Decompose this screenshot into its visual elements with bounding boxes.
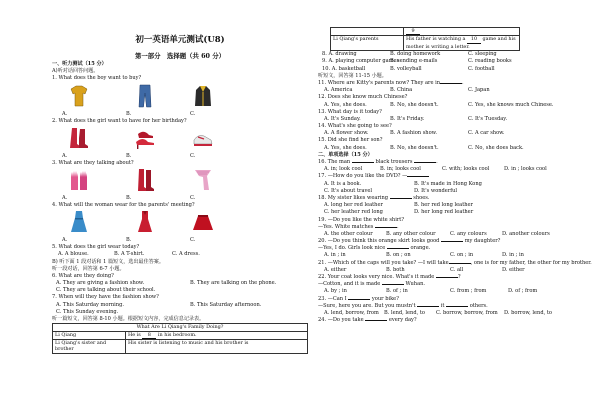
option-c[interactable]: C. It's about travel — [324, 187, 372, 194]
option-a[interactable]: A. in ; in — [324, 252, 346, 259]
option-b[interactable]: B. No, she doesn't. — [390, 144, 439, 151]
option-a[interactable]: A. — [62, 152, 68, 159]
question-17-options-ab — [318, 181, 568, 188]
option-a[interactable]: A. either — [324, 266, 347, 273]
option-c[interactable]: C. This Sunday evening. — [56, 308, 119, 315]
question-21-options — [318, 267, 568, 274]
tshirt-picture — [68, 84, 90, 108]
option-a[interactable]: A. — [62, 237, 68, 244]
option-c[interactable]: C. football — [468, 65, 495, 72]
passage-2-intro: 听短文，回答第 11-15 小题。 — [318, 72, 387, 79]
option-c[interactable]: C. with; looks cool — [442, 166, 490, 173]
option-b[interactable]: B. No, she doesn't. — [390, 101, 439, 108]
question-1: 1. What does the boy want to buy? — [52, 75, 142, 82]
question-10 — [318, 66, 568, 73]
option-d[interactable]: D. another colours — [502, 230, 550, 237]
jeans-picture — [134, 84, 156, 108]
option-b[interactable]: B. any other colour — [386, 230, 436, 237]
gloves-picture — [68, 168, 90, 192]
skirt-picture — [192, 210, 214, 234]
option-a[interactable]: 8. A. drawing — [322, 51, 357, 58]
question-21: 21. —Which of the caps will you take? —I will take , one is for my father, the other for my brother. — [318, 259, 592, 266]
option-c[interactable]: C. Yes, she knows much Chinese. — [468, 101, 554, 108]
blue-dress-picture — [68, 210, 90, 234]
option-a[interactable]: 9. A. playing computer games — [322, 58, 400, 65]
option-c[interactable]: C. on ; in — [450, 252, 474, 259]
option-d[interactable]: D. in ; looks cool — [504, 166, 547, 173]
dialogue-intro: 听一段对话，回答第 6-7 小题。 — [52, 265, 125, 272]
option-b[interactable]: B. They are talking on the phone. — [190, 280, 277, 287]
question-12: 12. Does she know much Chinese? — [318, 94, 408, 101]
blank-8[interactable]: 8 — [142, 332, 156, 339]
option-b[interactable]: B. lend, lend, to — [384, 309, 425, 316]
left-column — [52, 0, 308, 416]
option-a[interactable]: A. lend, borrow, from — [324, 309, 379, 316]
table-cell-name: Li Qiang — [53, 331, 126, 339]
option-c[interactable]: C. — [190, 110, 196, 117]
table-row — [331, 36, 520, 51]
question-1-options — [52, 111, 308, 118]
question-16-options — [318, 166, 568, 173]
option-a[interactable]: A. A flower show. — [324, 130, 369, 137]
option-a[interactable]: A. They are giving a fashion show. — [56, 280, 145, 287]
question-4: 4. What will the woman wear for the parents' meeting? — [52, 201, 195, 208]
question-14-options — [318, 130, 568, 137]
question-11-options — [318, 87, 568, 94]
question-2-pictures — [52, 125, 308, 153]
question-11: 11. Where are Kitty's parents now? They are in . — [318, 79, 464, 86]
question-5-options — [52, 251, 308, 258]
question-24: 24. —Do you take every day? — [318, 317, 417, 324]
option-a[interactable]: A. — [62, 110, 68, 117]
option-c[interactable]: C. borrow, borrow, from — [436, 309, 498, 316]
option-c[interactable]: C. all — [450, 266, 464, 273]
option-c[interactable]: C. A dress. — [172, 251, 200, 258]
question-20-answer: —Yes, I do. Girls look nice orange. — [318, 245, 431, 252]
option-b[interactable]: B. both — [386, 266, 405, 273]
option-a[interactable]: 10. A. basketball — [322, 65, 366, 72]
scarf-picture — [192, 168, 214, 192]
listening-heading: 一、听力测试（15 分） — [52, 61, 107, 67]
option-c[interactable]: C. sleeping — [468, 51, 497, 58]
option-b[interactable]: B. China — [390, 87, 413, 94]
option-b[interactable]: B. doing homework — [390, 51, 441, 58]
red-dress-picture — [134, 210, 156, 234]
option-d[interactable]: D. in ; in — [502, 252, 524, 259]
question-8 — [318, 51, 568, 58]
option-b[interactable]: B. — [126, 194, 132, 201]
question-18: 18. My sister likes wearing shoes. — [318, 194, 430, 201]
option-a[interactable]: A. the other colour — [324, 230, 373, 237]
boots-picture — [68, 126, 90, 150]
sneakers-picture — [192, 126, 214, 150]
right-column — [318, 0, 592, 416]
option-a[interactable]: A. — [62, 194, 68, 201]
question-17: 17. —How do you like the DVD? — — [318, 173, 568, 180]
question-20: 20. —Do you think this orange skirt looks good my daughter? — [318, 238, 501, 245]
question-23: 23. —Can I your bike? — [318, 295, 399, 302]
question-6-options-ab — [52, 280, 308, 287]
table-cell-name: Li Qiang's sister and brother — [53, 340, 126, 354]
question-17-options-cd — [318, 188, 568, 195]
table-cell-name: Li Qiang's parents — [331, 36, 404, 51]
option-c[interactable]: C. No, she does back. — [468, 144, 524, 151]
table-cell-name — [331, 28, 404, 36]
question-4-options — [52, 237, 308, 244]
option-c[interactable]: C. any colours — [450, 230, 487, 237]
question-12-options — [318, 102, 568, 109]
red-boots-picture — [134, 168, 156, 192]
question-9 — [318, 58, 568, 65]
option-b[interactable]: B. on ; on — [386, 252, 411, 259]
info-table-continued — [330, 27, 520, 51]
question-5: 5. What does the girl wear today? — [52, 244, 140, 251]
option-c[interactable]: C. — [190, 152, 196, 159]
table-row — [53, 340, 308, 354]
table-row — [331, 28, 520, 36]
option-b[interactable]: B. This Saturday afternoon. — [190, 301, 262, 308]
question-18-options-cd — [318, 209, 568, 216]
option-b[interactable]: B. her red long leather — [414, 202, 473, 209]
question-7-options-ab — [52, 302, 308, 309]
option-a[interactable]: A. Yes, she does. — [324, 101, 367, 108]
question-19: 19. —Do you like the white shirt? — [318, 216, 405, 223]
option-b[interactable]: B. — [126, 152, 132, 159]
table-cell-info: His sister is listening to music and his brother is — [126, 340, 308, 354]
question-1-pictures — [52, 83, 308, 111]
option-c[interactable]: C. Japan — [468, 87, 490, 94]
page-title: 初一英语单元测试(U8) — [135, 35, 225, 45]
option-c[interactable]: C. It's Tuesday. — [468, 115, 508, 122]
question-15: 15. Did she find her son? — [318, 137, 383, 144]
option-a[interactable]: A. in; look cool — [324, 166, 363, 173]
question-3-pictures — [52, 167, 308, 195]
high-heels-picture — [134, 126, 156, 150]
option-b[interactable]: B. of ; in — [386, 288, 408, 295]
question-22: 22. Your coat looks very nice. What's it made ? — [318, 274, 461, 281]
option-d[interactable]: D. borrow, lend, to — [504, 309, 552, 316]
option-c[interactable]: C. — [190, 237, 196, 244]
option-c[interactable]: C. reading books — [468, 58, 512, 65]
question-18-options-ab — [318, 202, 568, 209]
question-19-options — [318, 231, 568, 238]
question-3: 3. What are they talking about? — [52, 159, 134, 166]
info-table — [52, 323, 308, 354]
part-heading: 第一部分 选择题（共 60 分） — [134, 52, 226, 60]
question-15-options — [318, 145, 568, 152]
option-a[interactable]: A. America — [324, 87, 353, 94]
question-13: 13. What day is it today? — [318, 108, 382, 115]
question-19-answer: —Yes. White matches . — [318, 223, 399, 230]
option-a[interactable]: A. Yes, she does. — [324, 144, 367, 151]
option-a[interactable]: A. long her red leather — [324, 202, 383, 209]
table-title: What Are Li Qiang's Family Doing? — [53, 324, 308, 331]
option-b[interactable]: B. It's made in Hong Kong — [414, 180, 482, 187]
table-cell-info: He is 8 in his bedroom. — [126, 331, 308, 339]
question-22-options — [318, 288, 568, 295]
option-a[interactable]: A. It's Sunday. — [324, 115, 361, 122]
blank-10[interactable]: 10 — [467, 36, 481, 43]
option-a[interactable]: A. This Saturday morning. — [56, 301, 124, 308]
option-d[interactable]: D. her long red leather — [414, 209, 474, 216]
option-c[interactable]: C. her leather red long — [324, 209, 383, 216]
option-d[interactable]: D. of ; from — [508, 288, 538, 295]
question-6: 6. What are they doing? — [52, 272, 114, 279]
passage-intro: 听一篇短文，回答第 8-10 小题。根据短文内容，完成信息记录表。 — [52, 316, 205, 322]
question-14: 14. What's she going to see? — [318, 123, 392, 130]
option-b[interactable]: B. sending e-mails — [390, 58, 438, 65]
question-22-answer: —Cotton, and it is made Wuhan. — [318, 281, 426, 288]
question-2-options — [52, 153, 308, 160]
option-a[interactable]: A. A blouse. — [58, 251, 89, 258]
question-3-options — [52, 195, 308, 202]
option-c[interactable]: C. A car show. — [468, 130, 505, 137]
question-20-options — [318, 252, 568, 259]
question-23-answer: —Sure, here you are. But you mustn't it others. — [318, 302, 488, 309]
section-a-instruction: A)听对话回答问题。 — [52, 68, 99, 75]
option-b[interactable]: B. — [126, 237, 132, 244]
option-c[interactable]: C. from ; from — [450, 288, 487, 295]
option-b[interactable]: B. A T-shirt. — [114, 251, 145, 258]
table-row — [53, 331, 308, 339]
option-c[interactable]: C. — [190, 194, 196, 201]
section-b-instruction: B) 听下面 1 段对话和 1 篇短文，选出最佳答案。 — [52, 258, 164, 265]
option-b[interactable]: B. A fashion show. — [390, 130, 438, 137]
option-b[interactable]: B. volleyball — [390, 65, 422, 72]
question-2: 2. What does the girl want to have for her birthday? — [52, 117, 187, 124]
question-13-options — [318, 116, 568, 123]
option-d[interactable]: D. It's wonderful — [414, 187, 458, 194]
question-16: 16. The man black trousers . — [318, 159, 438, 166]
question-23-options — [318, 310, 568, 317]
option-b[interactable]: B. in; looks cool — [380, 166, 421, 173]
jacket-picture — [192, 84, 214, 108]
question-7: 7. When will they have the fashion show? — [52, 294, 159, 301]
blank-9[interactable]: 9 — [406, 28, 420, 35]
option-b[interactable]: B. — [126, 110, 132, 117]
option-a[interactable]: A. It is a book. — [324, 180, 362, 187]
table-cell-info: His father is watching a 10 game and his mother is writing a letter. — [404, 36, 520, 51]
question-4-pictures — [52, 209, 308, 237]
grammar-heading: 二、单项选择（15 分） — [318, 151, 373, 158]
option-a[interactable]: A. by ; in — [324, 288, 347, 295]
option-b[interactable]: B. It's Friday. — [390, 115, 425, 122]
table-cell-info — [404, 28, 520, 36]
option-d[interactable]: D. either — [502, 266, 525, 273]
option-c[interactable]: C. They are talking about their school. — [56, 287, 156, 294]
